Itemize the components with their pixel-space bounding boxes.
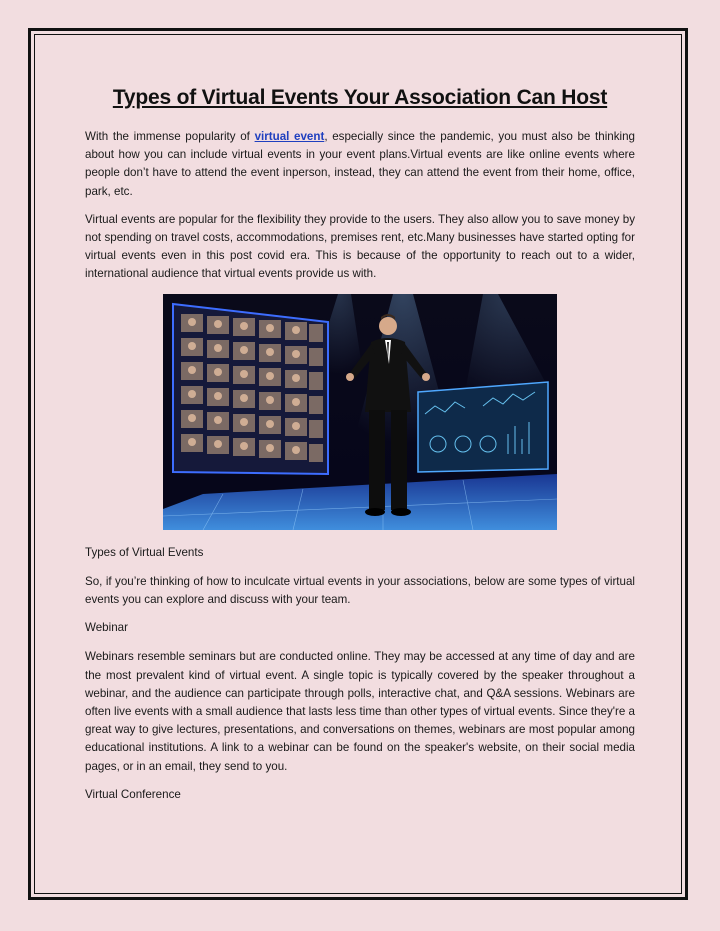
webinar-paragraph: Webinars resemble seminars but are conducted online. They may be accessed at any time of day and are the most prevalent kind of virtual event. A single topic is typically covered by the speaker throughout a webinar, and the audience can participate through polls, interactive chat, and Q&A sessions. Webinars are often live events with a small audience that lasts less time than other types of virtual events. Since they're a great way to give lectures, presentations, and conversations on themes, webinars are most popular among educational institutions. A link to a webinar can be found on the speaker's website, on their social media pages, or in an email, they send to you. bbox=[85, 650, 635, 773]
types-paragraph: So, if you’re thinking of how to inculcate virtual events in your associations, below are some types of virtual events you can explore and discuss with your team. bbox=[85, 574, 635, 607]
types-heading: Types of Virtual Events bbox=[85, 545, 204, 559]
document-title: Types of Virtual Events Your Association Can Host bbox=[112, 86, 608, 109]
intro-paragraph bbox=[85, 128, 635, 201]
intro-text-after: , especially since the pandemic, you must also be thinking about how you can include virtual events in your event plans.Virtual events are like online events where people don’t have to attend the event inperson, instead, they can attend the event from their home, office, park, etc. bbox=[85, 130, 635, 198]
intro-text-before: With the immense popularity of bbox=[85, 130, 255, 143]
document-body bbox=[85, 86, 635, 815]
virtual-conference-heading: Virtual Conference bbox=[85, 787, 181, 801]
flexibility-paragraph: Virtual events are popular for the flexibility they provide to the users. They also allow you to save money by not spending on travel costs, accommodations, premises rent, etc.Many businesses have started opting for virtual events even in this post covid era. This is because of the opportunity to reach out to a wider, international audience that virtual events provide us with. bbox=[85, 212, 635, 281]
virtual-event-link[interactable]: virtual event bbox=[254, 130, 325, 143]
hero-image bbox=[163, 294, 557, 530]
webinar-heading: Webinar bbox=[85, 621, 128, 635]
